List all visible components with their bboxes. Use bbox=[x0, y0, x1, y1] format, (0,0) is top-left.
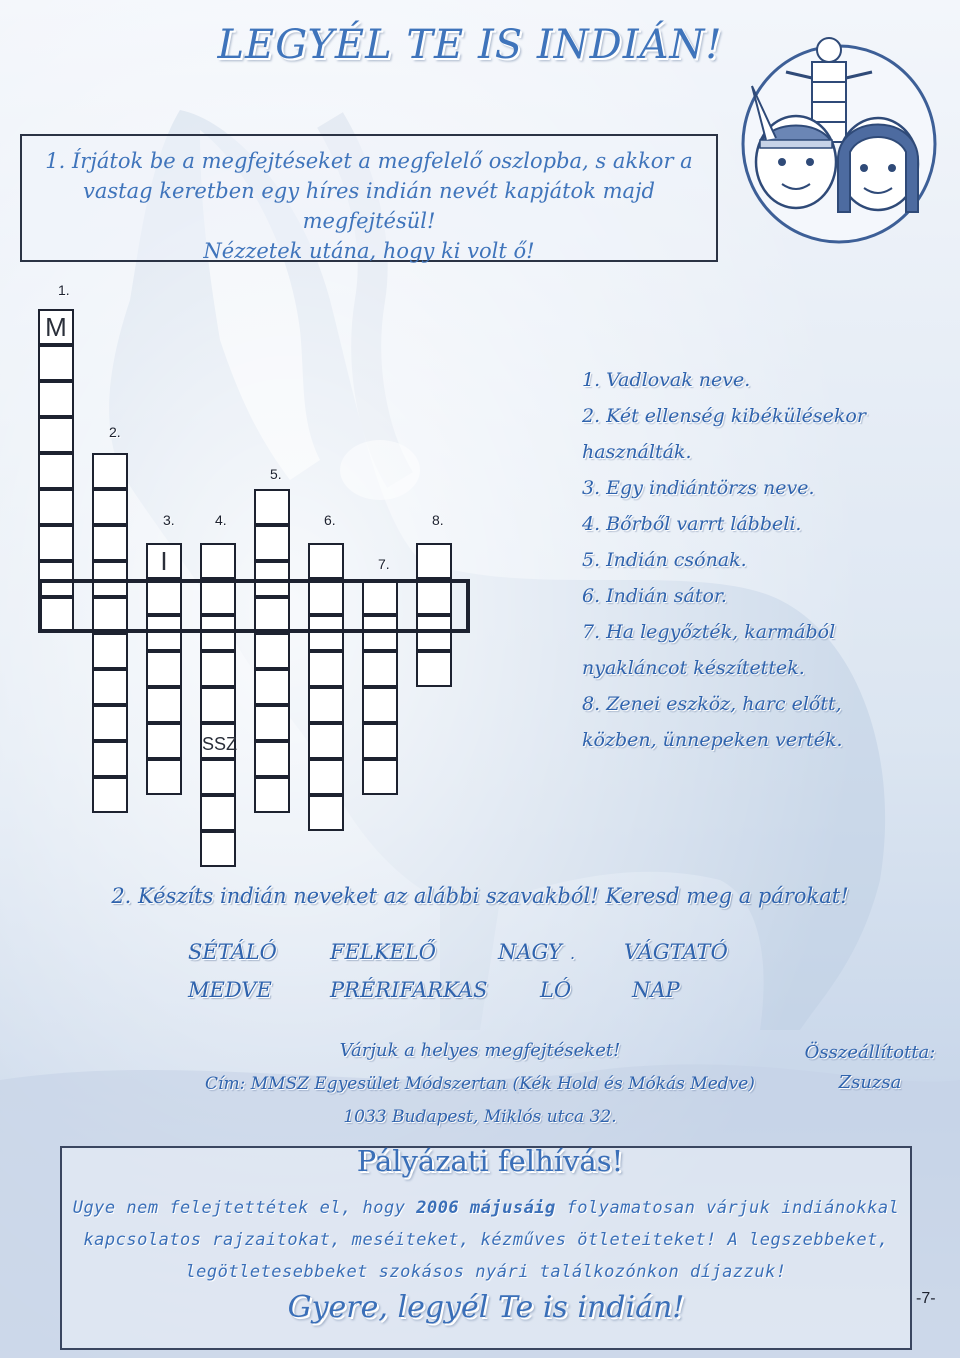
crossword-number-1: 1. bbox=[58, 282, 70, 298]
crossword-cell[interactable] bbox=[38, 417, 74, 453]
crossword-cell[interactable]: M bbox=[38, 309, 74, 345]
contest-title: Pályázati felhívás! bbox=[356, 1144, 624, 1178]
contest-line-1-end: folyamatosan várjuk indiánokkal bbox=[555, 1198, 900, 1218]
clue-line: nyakláncot készítettek. bbox=[582, 657, 805, 679]
crossword-cell[interactable] bbox=[200, 759, 236, 795]
crossword-cell[interactable] bbox=[200, 579, 236, 615]
crossword-cell[interactable] bbox=[92, 741, 128, 777]
clue-line: 3. Egy indiántörzs neve. bbox=[582, 477, 815, 499]
crossword-cell[interactable] bbox=[416, 579, 452, 615]
clue-line: 7. Ha legyőzték, karmából bbox=[582, 621, 836, 643]
crossword-cell[interactable] bbox=[308, 759, 344, 795]
contest-deadline: 2006 májusáig bbox=[416, 1198, 556, 1218]
page-number: -7- bbox=[916, 1290, 936, 1307]
crossword-number-6: 6. bbox=[324, 512, 336, 528]
word-item: FELKELŐ bbox=[330, 940, 437, 964]
closing-slogan: Gyere, legyél Te is indián! bbox=[287, 1290, 685, 1325]
crossword-cell[interactable] bbox=[308, 651, 344, 687]
clue-line: 4. Bőrből varrt lábbeli. bbox=[582, 513, 802, 535]
crossword-cell[interactable] bbox=[146, 687, 182, 723]
crossword-cell[interactable] bbox=[146, 759, 182, 795]
crossword-cell[interactable] bbox=[38, 525, 74, 561]
crossword-cell[interactable] bbox=[308, 579, 344, 615]
crossword-cell[interactable] bbox=[362, 723, 398, 759]
word-item: NAP bbox=[632, 978, 680, 1002]
crossword-cell[interactable]: I bbox=[146, 543, 182, 579]
crossword-cell[interactable] bbox=[308, 687, 344, 723]
word-item: MEDVE bbox=[188, 978, 272, 1002]
word-separator: . bbox=[570, 944, 576, 963]
crossword-cell[interactable] bbox=[254, 489, 290, 525]
crossword-cell[interactable] bbox=[92, 525, 128, 561]
crossword-cell[interactable] bbox=[92, 561, 128, 597]
task-1-instructions bbox=[20, 134, 718, 262]
clue-line: 2. Két ellenség kibékülésekor bbox=[582, 405, 866, 427]
indian-kids-logo bbox=[736, 22, 942, 252]
crossword-cell[interactable] bbox=[200, 651, 236, 687]
clue-line: közben, ünnepeken verték. bbox=[582, 729, 843, 751]
word-item: SÉTÁLÓ bbox=[188, 940, 277, 964]
crossword-cell[interactable] bbox=[308, 615, 344, 651]
compiled-by-name: Zsuzsa bbox=[838, 1072, 902, 1093]
task-1-line-2: vastag keretben egy híres indián nevét kapjátok majd megfejtésül! bbox=[82, 179, 655, 233]
crossword-cell[interactable] bbox=[146, 723, 182, 759]
contest-line-1-start: Ugye nem felejtettétek el, hogy bbox=[72, 1198, 417, 1218]
word-item: NAGY bbox=[498, 940, 562, 964]
crossword-cell[interactable]: SSZ bbox=[200, 723, 236, 759]
crossword-cell[interactable] bbox=[92, 597, 128, 633]
crossword-cell[interactable] bbox=[200, 615, 236, 651]
word-item: VÁGTATÓ bbox=[624, 940, 728, 964]
crossword-cell[interactable] bbox=[254, 561, 290, 597]
clue-line: 5. Indián csónak. bbox=[582, 549, 747, 571]
task-1-line-1: 1. Írjátok be a megfejtéseket a megfelelő oszlopba, s akkor a bbox=[45, 149, 693, 173]
crossword-cell[interactable] bbox=[416, 543, 452, 579]
crossword-number-5: 5. bbox=[270, 466, 282, 482]
wait-text: Várjuk a helyes megfejtéseket! bbox=[339, 1040, 621, 1061]
crossword-cell[interactable] bbox=[38, 489, 74, 525]
contest-line-1 bbox=[60, 1198, 912, 1218]
crossword-cell[interactable] bbox=[200, 543, 236, 579]
crossword-cell[interactable] bbox=[92, 777, 128, 813]
crossword-cell[interactable] bbox=[38, 381, 74, 417]
crossword-cell[interactable] bbox=[92, 633, 128, 669]
crossword-clues bbox=[582, 362, 922, 758]
crossword-cell[interactable] bbox=[254, 525, 290, 561]
crossword-cell[interactable] bbox=[308, 795, 344, 831]
clue-line: 8. Zenei eszköz, harc előtt, bbox=[582, 693, 842, 715]
crossword-cell[interactable] bbox=[38, 561, 74, 597]
crossword-cell[interactable] bbox=[362, 615, 398, 651]
crossword-number-7: 7. bbox=[378, 556, 390, 572]
word-item: LÓ bbox=[540, 978, 572, 1002]
task-2-heading: 2. Készíts indián neveket az alábbi szavakból! Keresd meg a párokat! bbox=[111, 884, 849, 908]
address-line-1: Cím: MMSZ Egyesület Módszertan (Kék Hold és Mókás Medve) bbox=[205, 1074, 755, 1094]
crossword-cell[interactable] bbox=[308, 723, 344, 759]
crossword-number-4: 4. bbox=[215, 512, 227, 528]
crossword-cell[interactable] bbox=[200, 831, 236, 867]
crossword-cell[interactable] bbox=[254, 741, 290, 777]
crossword-number-2: 2. bbox=[109, 424, 121, 440]
crossword-cell[interactable] bbox=[146, 579, 182, 615]
crossword-cell[interactable] bbox=[254, 597, 290, 633]
crossword-cell[interactable] bbox=[254, 777, 290, 813]
crossword-cell[interactable] bbox=[254, 705, 290, 741]
crossword-cell[interactable] bbox=[38, 453, 74, 489]
clue-line: 6. Indián sátor. bbox=[582, 585, 727, 607]
crossword-cell[interactable] bbox=[92, 669, 128, 705]
crossword-cell[interactable] bbox=[362, 687, 398, 723]
crossword-cell[interactable] bbox=[254, 633, 290, 669]
girl-face-icon bbox=[838, 118, 918, 212]
page-title: LEGYÉL TE IS INDIÁN! bbox=[217, 22, 723, 68]
crossword-cell[interactable] bbox=[362, 651, 398, 687]
crossword-cell[interactable] bbox=[200, 687, 236, 723]
crossword-cell[interactable] bbox=[146, 615, 182, 651]
address-line-2: 1033 Budapest, Miklós utca 32. bbox=[343, 1107, 617, 1127]
crossword-cell[interactable] bbox=[200, 795, 236, 831]
contest-line-3: legötletesebbeket szokásos nyári találkozónkon díjazzuk! bbox=[185, 1262, 787, 1282]
crossword-cell[interactable] bbox=[308, 543, 344, 579]
clue-line: 1. Vadlovak neve. bbox=[582, 369, 751, 391]
crossword-cell[interactable] bbox=[362, 759, 398, 795]
crossword-number-8: 8. bbox=[432, 512, 444, 528]
crossword-cell[interactable] bbox=[362, 579, 398, 615]
crossword-cell[interactable] bbox=[254, 669, 290, 705]
crossword-cell[interactable] bbox=[38, 345, 74, 381]
contest-line-2: kapcsolatos rajzaitokat, meséiteket, kézműves ötleteiteket! A legszebbeket, bbox=[83, 1230, 889, 1250]
crossword-cell[interactable] bbox=[92, 705, 128, 741]
task-1-line-3: Nézzetek utána, hogy ki volt ő! bbox=[203, 239, 535, 263]
crossword-cell[interactable] bbox=[92, 489, 128, 525]
crossword-cell[interactable] bbox=[146, 651, 182, 687]
word-item: PRÉRIFARKAS bbox=[330, 978, 488, 1002]
crossword-cell[interactable] bbox=[92, 453, 128, 489]
crossword-cell[interactable] bbox=[416, 615, 452, 651]
clue-line: használták. bbox=[582, 441, 692, 463]
crossword-cell[interactable] bbox=[38, 597, 74, 633]
crossword-cell[interactable] bbox=[416, 651, 452, 687]
crossword-number-3: 3. bbox=[163, 512, 175, 528]
compiled-by-label: Összeállította: bbox=[804, 1042, 936, 1063]
